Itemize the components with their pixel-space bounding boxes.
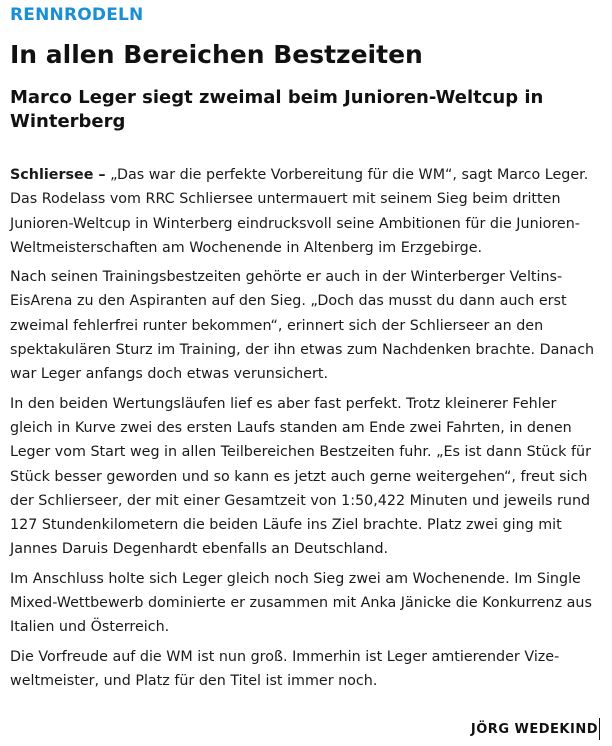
paragraph-4: Im Anschluss holte sich Leger gleich noch Sieg zwei am Wochenende. Im Single Mixed-Wettbewerb dominierte er zusammen mit Anka Jänicke die Konkurrenz aus Italien und Österreich. bbox=[10, 570, 592, 636]
author-byline: JÖRG WEDEKIND bbox=[470, 721, 598, 737]
paragraph-1 bbox=[10, 163, 596, 260]
section-kicker: RENNRODELN bbox=[10, 5, 144, 25]
headline: In allen Bereichen Bestzeiten bbox=[10, 40, 423, 69]
author-row bbox=[471, 718, 600, 740]
paragraph-1-text: „Das war die perfekte Vorbereitung für die WM“, sagt Marco Leger. Das Rodelass vom RRC Schliersee untermauert mit seinem Sieg beim dritten Junioren-Weltcup in Winterberg eindrucksvoll seine Ambitionen für die Junioren-Weltmeisterschaften am Wochenende in Altenberg im Erzgebirge. bbox=[10, 167, 589, 256]
subheadline: Marco Leger siegt zweimal beim Junioren-Weltcup in Winterberg bbox=[10, 87, 544, 132]
paragraph-5: Die Vorfreude auf die WM ist nun groß. Immerhin ist Leger amtierender Vizeweltmeister, und Platz für den Titel ist immer noch. bbox=[10, 648, 560, 689]
dateline: Schliersee – bbox=[10, 167, 106, 183]
text-cursor bbox=[599, 718, 600, 740]
paragraph-3: In den beiden Wertungsläufen lief es aber fast perfekt. Trotz kleinerer Fehler gleich in Kurve zwei des ersten Laufs standen am Ende zwei Fahrten, in denen Leger vom Start weg in allen Teilbereichen Bestzeiten fuhr. „Es ist dann Stück für Stück besser geworden und so kann es jetzt auch gerne weitergehen“, freut sich der Schlierseer, der mit einer Gesamtzeit von 1:50,422 Minuten und jeweils rund 127 Stundenkilometern die beiden Läufe ins Ziel brachte. Platz zwei ging mit Jannes Daruis Degenhardt ebenfalls an Deutschland. bbox=[10, 395, 591, 558]
paragraph-2: Nach seinen Trainingsbestzeiten gehörte er auch in der Winterberger Veltins-EisArena zu den Aspiranten auf den Sieg. „Doch das musst du dann auch erst zweimal fehlerfrei runter bekommen“, erinnert sich der Schlierseer an den spektakulären Sturz im Training, der ihn etwas zum Nachdenken brachte. Danach war Leger anfangs doch etwas verunsichert. bbox=[10, 269, 595, 383]
article-body bbox=[10, 163, 596, 698]
